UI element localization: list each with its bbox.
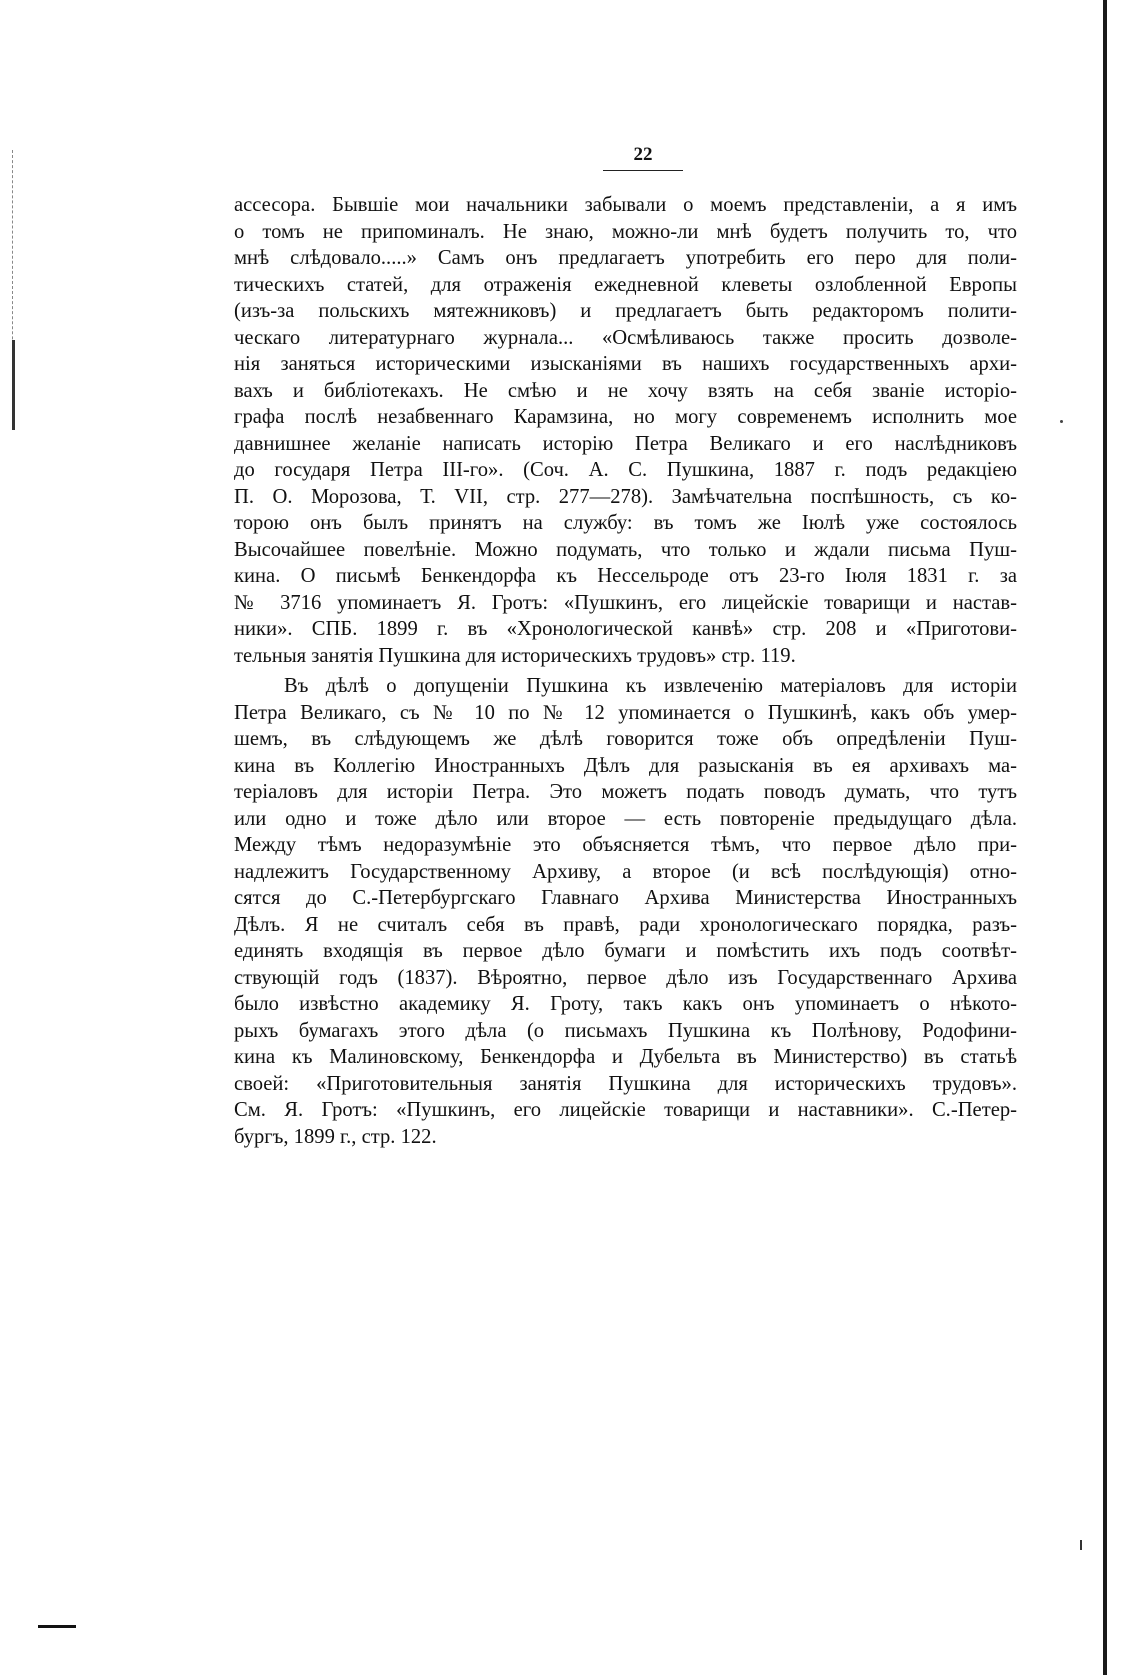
text-line: кина къ Малиновскому, Бенкендорфа и Дубельта въ Министерство) въ статьѣ xyxy=(234,1046,1017,1068)
scan-edge-right xyxy=(1103,0,1107,1675)
text-line: сятся до С.-Петербургскаго Главнаго Архива Министерства Иностранныхъ xyxy=(234,887,1017,909)
text-line: См. Я. Гротъ: «Пушкинъ, его лицейскіе товарищи и наставники». С.-Петер- xyxy=(234,1099,1017,1121)
text-line: кина въ Коллегію Иностранныхъ Дѣлъ для разысканія въ ея архивахъ ма- xyxy=(234,754,1017,777)
scan-speck xyxy=(1080,1540,1082,1550)
text-line: бургъ, 1899 г., стр. 122. xyxy=(234,1125,437,1148)
text-line: ники». СПБ. 1899 г. въ «Хронологической канвѣ» стр. 208 и «Приготови- xyxy=(234,618,1017,640)
text-line: Дѣлъ. Я не считалъ себя въ правѣ, ради хронологическаго порядка, разъ- xyxy=(234,913,1017,936)
text-line: о томъ не припоминалъ. Не знаю, можно-ли мнѣ будетъ получить то, что xyxy=(234,220,1017,243)
page-number-rule xyxy=(603,170,683,171)
text-line: своей: «Приготовительныя занятія Пушкина для историческихъ трудовъ». xyxy=(234,1072,1017,1095)
text-line: было извѣстно академику Я. Гроту, такъ какъ онъ упоминаетъ о нѣкото- xyxy=(234,993,1017,1015)
scan-mark-bottom xyxy=(38,1625,76,1628)
scan-edge-mark xyxy=(12,340,15,430)
text-line: или одно и тоже дѣло или второе — есть повтореніе предыдущаго дѣла. xyxy=(234,807,1017,830)
text-line: до государя Петра III-го». (Соч. А. С. Пушкина, 1887 г. подъ редакціею xyxy=(234,459,1017,481)
text-line: единять входящія въ первое дѣло бумаги и помѣстить ихъ подъ соотвѣт- xyxy=(234,940,1017,962)
page-number: 22 xyxy=(633,144,653,165)
text-line: Между тѣмъ недоразумѣніе это объясняется тѣмъ, что первое дѣло при- xyxy=(234,834,1017,856)
scan-speck xyxy=(1060,420,1063,423)
text-line: Петра Великаго, съ № 10 по № 12 упоминается о Пушкинѣ, какъ объ умер- xyxy=(234,701,1017,724)
text-line: вахъ и библіотекахъ. Не смѣю и не хочу взять на себя званіе исторіо- xyxy=(234,379,1017,402)
text-line: давнишнее желаніе написать исторію Петра Великаго и его наслѣдниковъ xyxy=(234,432,1017,455)
text-line: теріаловъ для исторіи Петра. Это можетъ подать поводъ думать, что тутъ xyxy=(234,781,1017,803)
text-line: кина. О письмѣ Бенкендорфа къ Нессельроде отъ 23-го Іюля 1831 г. за xyxy=(234,565,1017,587)
text-line: Въ дѣлѣ о допущеніи Пушкина къ извлеченію матеріаловъ для исторіи xyxy=(284,675,1017,697)
text-line: № 3716 упоминаетъ Я. Гротъ: «Пушкинъ, его лицейскіе товарищи и настав- xyxy=(234,591,1017,614)
text-line: ствующій годъ (1837). Вѣроятно, первое дѣло изъ Государственнаго Архива xyxy=(234,966,1017,989)
paragraph-1 xyxy=(234,192,1017,669)
text-line: ассесора. Бывшіе мои начальники забывали о моемъ представленіи, а я имъ xyxy=(234,194,1017,216)
text-line: торою онъ былъ принятъ на службу: въ томъ же Іюлѣ уже состоялось xyxy=(234,512,1017,534)
text-line: тельныя занятія Пушкина для историческихъ трудовъ» стр. 119. xyxy=(234,644,796,667)
body-text xyxy=(234,192,1017,1150)
text-line: тическихъ статей, для отраженія ежедневной клеветы озлобленной Европы xyxy=(234,273,1017,296)
text-line: П. О. Морозова, Т. VII, стр. 277—278). Замѣчательна поспѣшность, съ ко- xyxy=(234,485,1017,508)
paragraph-2 xyxy=(234,673,1017,1150)
text-line: рыхъ бумагахъ этого дѣла (о письмахъ Пушкина къ Полѣнову, Родофини- xyxy=(234,1019,1017,1042)
text-line: нія заняться историческими изысканіями въ нашихъ государственныхъ архи- xyxy=(234,353,1017,375)
text-line: ческаго литературнаго журнала... «Осмѣливаюсь также просить дозволе- xyxy=(234,326,1017,349)
text-line: шемъ, въ слѣдующемъ же дѣлѣ говорится тоже объ опредѣленіи Пуш- xyxy=(234,728,1017,750)
text-line: надлежитъ Государственному Архиву, а второе (и всѣ послѣдующія) отно- xyxy=(234,860,1017,883)
text-line: (изъ-за польскихъ мятежниковъ) и предлагаетъ быть редакторомъ полити- xyxy=(234,300,1017,322)
text-line: мнѣ слѣдовало.....» Самъ онъ предлагаетъ употребить его перо для поли- xyxy=(234,247,1017,269)
text-line: Высочайшее повелѣніе. Можно подумать, что только и ждали письма Пуш- xyxy=(234,538,1017,561)
text-line: графа послѣ незабвеннаго Карамзина, но могу современемъ исполнить мое xyxy=(234,406,1017,428)
